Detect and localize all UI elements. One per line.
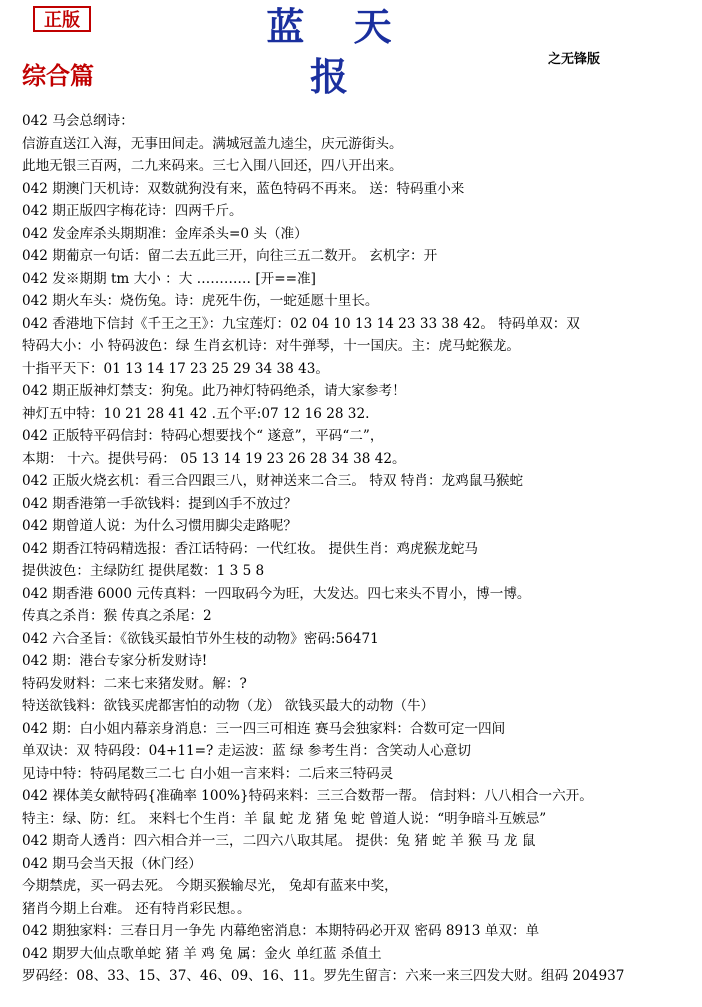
content-line: 罗码经：08、33、15、37、46、09、16、11。罗先生留言：六来一来三四发大财。组码 204937: [22, 968, 625, 984]
content-line: 042 发金库杀头期期准：金库杀头=0 头（准）: [22, 225, 308, 242]
section-title: 综合篇: [22, 62, 94, 90]
page-title: 蓝 天 报: [266, 5, 410, 99]
content-line: 传真之杀肖：猴 传真之杀尾：2: [22, 608, 212, 624]
content-line: 本期： 十六。提供号码： 05 13 14 19 23 26 28 34 38 42。: [22, 450, 406, 467]
content-line: 042 期正版神灯禁支：狗兔。此乃神灯特码绝杀，请大家参考！: [22, 383, 406, 399]
content-line: 特码大小：小 特码波色：绿 生肖玄机诗：对牛弹琴，十一国庆。主：虎马蛇猴龙。: [22, 338, 521, 354]
content-line: 042 六合圣旨：《欲钱买最怕节外生枝的动物》密码:56471: [22, 630, 379, 647]
content-line: 042 期香港第一手欲钱料：提到凶手不放过？: [22, 495, 297, 512]
authentic-badge: 正版: [33, 6, 91, 32]
content-line: 提供波色：主绿防红 提供尾数：1 3 5 8: [22, 563, 265, 579]
content-line: 信游直送江入海，无事田间走。满城冠盖九逵尘，庆元游街头。: [22, 135, 403, 152]
content-line: 猪肖今期上台难。 还有特肖彩民想。。: [22, 900, 251, 917]
content-line: 042 正版特平码信封：特码心想要找个“ 遂意”，平码“二”，: [22, 428, 384, 444]
content-line: 042 香港地下信封《千王之王》：九宝莲灯：02 04 10 13 14 23 33 38 42。 特码单双：双: [22, 315, 580, 332]
content-line: 042 期香港 6000 元传真料：一四取码今为旺，大发达。四七来头不胃小，博一博。: [22, 585, 531, 602]
content-line: 042 发※期期 tm 大小 ：大 ………… [开==准]: [22, 270, 316, 287]
content-line: 042 期香江特码精选报：香江话特码：一代红妆。 提供生肖：鸡虎猴龙蛇马: [22, 540, 478, 557]
content-line: 042 马会总纲诗：: [22, 113, 134, 129]
content-line: 042 期奇人透肖：四六相合并一三，二四六八取其尾。 提供：兔 猪 蛇 羊 猴 马 龙 鼠: [22, 833, 536, 849]
content-line: 042 期曾道人说：为什么习惯用脚尖走路呢？: [22, 518, 297, 534]
content-line: 见诗中特：特码尾数三二七 白小姐一言来料：二后来三特码灵: [22, 765, 394, 782]
content-line: 042 期独家料：三春日月一争先 内幕绝密消息：本期特码必开双 密码 8913 单双：单: [22, 923, 540, 939]
content-line: 神灯五中特：10 21 28 41 42 .五个平:07 12 16 28 32.: [22, 405, 370, 422]
edition-label: 之无锋版: [548, 52, 601, 67]
content-line: 042 期澳门天机诗：双数就狗没有来，蓝色特码不再来。 送：特码重小来: [22, 180, 465, 197]
content-line: 042 期火车头：烧伤兔。诗：虎死牛伤，一蛇延愿十里长。: [22, 293, 379, 309]
content-line: 042 期正版四字梅花诗：四两千斤。: [22, 203, 243, 219]
content-line: 042 期罗大仙点歌单蛇 猪 羊 鸡 兔 属：金火 单红蓝 杀值土: [22, 945, 382, 962]
content-line: 042 期：白小姐内幕亲身消息：三一四三可相连 赛马会独家料：合数可定一四间: [22, 720, 506, 737]
content-line: 特码发财料：二来七来猪发财。解：?: [22, 675, 247, 692]
content-line: 此地无银三百两，二九来码来。三七入围八回还，四八开出来。: [22, 158, 403, 174]
content-line: 042 正版火烧玄机：看三合四跟三八，财神送来二合三。 特双 特肖：龙鸡鼠马猴蛇: [22, 473, 524, 489]
content-line: 今期禁虎，买一码去死。 今期买猴输尽光， 兔却有蓝来中奖，: [22, 878, 398, 894]
content-line: 042 期葡京一句话：留二去五此三开，向往三五二数开。 玄机字：开: [22, 248, 438, 264]
content-line: 042 裸体美女献特码{准确率 100%}特码来料：三三合数帮一帮。 信封料：八八相合一六开。: [22, 788, 593, 804]
content-line: 042 期：港台专家分析发财诗!: [22, 653, 208, 669]
content-line: 042 期马会当天报（休门经）: [22, 855, 202, 872]
content-line: 单双诀：双 特码段：04+11=? 走运波：蓝 绿 参考生肖：含笑动人心意切: [22, 743, 471, 759]
content-line: 十指平天下：01 13 14 17 23 25 29 34 38 43。: [22, 360, 330, 377]
content-line: 特主：绿、防：红。 来料七个生肖：羊 鼠 蛇 龙 猪 兔 蛇 曾道人说：“明争暗斗互嫉忌”: [22, 810, 547, 827]
content-list: [22, 110, 692, 988]
content-line: 特送欲钱料：欲钱买虎都害怕的动物（龙） 欲钱买最大的动物（牛）: [22, 698, 435, 714]
